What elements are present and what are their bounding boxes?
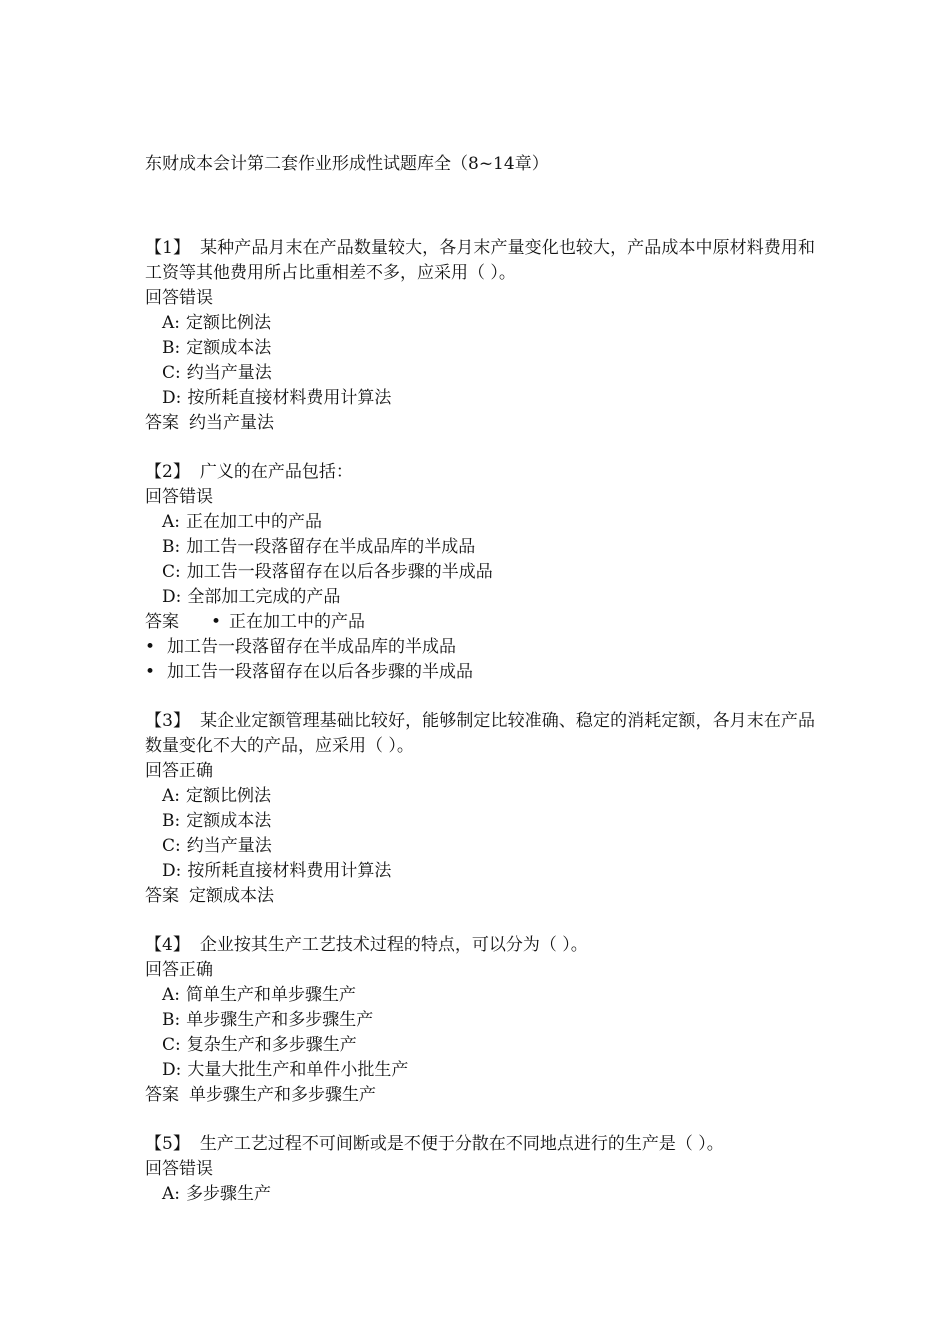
option-letter: D: — [162, 861, 182, 881]
option-a — [145, 510, 815, 535]
option-text: 大量大批生产和单件小批生产 — [187, 1060, 409, 1080]
answer-line — [145, 610, 815, 635]
option-text: 加工告一段落留存在以后各步骤的半成品 — [186, 562, 493, 582]
option-letter: C: — [162, 363, 181, 383]
option-text: 定额比例法 — [186, 786, 272, 806]
question-stem: 广义的在产品包括： — [199, 462, 353, 482]
question-item — [145, 460, 815, 685]
question-number: 【5】 — [145, 1134, 190, 1154]
option-c — [145, 1033, 815, 1058]
question-number: 【4】 — [145, 935, 190, 955]
answer-line — [145, 1083, 815, 1108]
option-d — [145, 386, 815, 411]
question-number: 【2】 — [145, 462, 190, 482]
question-number: 【3】 — [145, 711, 191, 731]
answer-label: 答案 — [145, 612, 179, 632]
option-text: 约当产量法 — [186, 363, 272, 383]
answer-label: 答案 — [145, 886, 179, 906]
answer-value: 定额成本法 — [189, 886, 274, 906]
answer-value: 正在加工中的产品 — [229, 612, 366, 632]
answer-line — [145, 411, 815, 436]
question-item — [145, 709, 815, 909]
answer-status: 回答正确 — [145, 761, 213, 781]
answer-line — [145, 660, 815, 685]
question-number: 【1】 — [145, 238, 191, 258]
answer-value: 加工告一段落留存在以后各步骤的半成品 — [167, 662, 473, 682]
option-text: 多步骤生产 — [186, 1184, 272, 1204]
option-list — [145, 510, 815, 610]
option-letter: B: — [162, 1010, 181, 1030]
option-text: 正在加工中的产品 — [186, 512, 323, 532]
answer-status: 回答错误 — [145, 487, 213, 507]
question-stem: 某种产品月末在产品数量较大，各月末产量变化也较大，产品成本中原材料费用和工资等其他费用所占比重相差不多，应采用（ ）。 — [145, 238, 815, 283]
option-letter: D: — [162, 388, 182, 408]
option-letter: D: — [162, 1060, 182, 1080]
option-list — [145, 784, 815, 884]
bullet-icon: • — [145, 662, 156, 682]
option-a — [145, 311, 815, 336]
question-stem: 某企业定额管理基础比较好，能够制定比较准确、稳定的消耗定额，各月末在产品数量变化不大的产品，应采用（ ）。 — [145, 711, 815, 756]
option-c — [145, 560, 815, 585]
answer-status: 回答错误 — [145, 288, 213, 308]
question-item — [145, 1132, 815, 1207]
option-text: 加工告一段落留存在半成品库的半成品 — [186, 537, 476, 557]
option-text: 单步骤生产和多步骤生产 — [186, 1010, 374, 1030]
document-page — [145, 150, 815, 1231]
option-letter: B: — [162, 338, 181, 358]
option-c — [145, 834, 815, 859]
option-b — [145, 809, 815, 834]
answer-status: 回答正确 — [145, 960, 213, 980]
question-item — [145, 933, 815, 1108]
option-letter: A: — [162, 512, 181, 532]
document-title: 东财成本会计第二套作业形成性试题库全（8~14章） — [145, 154, 549, 174]
answer-label: 答案 — [145, 413, 179, 433]
answer-block — [145, 610, 815, 685]
question-text — [145, 236, 815, 286]
option-text: 按所耗直接材料费用计算法 — [187, 861, 392, 881]
option-d — [145, 859, 815, 884]
option-a — [145, 1182, 815, 1207]
question-text — [145, 709, 815, 759]
option-letter: C: — [162, 562, 181, 582]
option-letter: A: — [162, 1184, 181, 1204]
option-b — [145, 336, 815, 361]
option-d — [145, 585, 815, 610]
option-text: 简单生产和单步骤生产 — [186, 985, 357, 1005]
bullet-icon: • — [211, 612, 222, 632]
option-letter: A: — [162, 313, 181, 333]
option-c — [145, 361, 815, 386]
option-letter: D: — [162, 587, 182, 607]
option-list — [145, 983, 815, 1083]
option-letter: A: — [162, 786, 181, 806]
option-a — [145, 983, 815, 1008]
question-stem: 企业按其生产工艺技术过程的特点，可以分为（ ）。 — [199, 935, 588, 955]
option-text: 约当产量法 — [186, 836, 272, 856]
question-text — [145, 1132, 815, 1157]
option-a — [145, 784, 815, 809]
question-item — [145, 236, 815, 436]
option-text: 定额比例法 — [186, 313, 272, 333]
option-d — [145, 1058, 815, 1083]
option-text: 定额成本法 — [186, 338, 272, 358]
answer-value: 加工告一段落留存在半成品库的半成品 — [167, 637, 456, 657]
question-text — [145, 933, 815, 958]
option-letter: C: — [162, 836, 181, 856]
option-letter: C: — [162, 1035, 181, 1055]
answer-label: 答案 — [145, 1085, 179, 1105]
answer-line — [145, 884, 815, 909]
option-letter: B: — [162, 537, 181, 557]
question-stem: 生产工艺过程不可间断或是不便于分散在不同地点进行的生产是（ ）。 — [199, 1134, 724, 1154]
option-letter: A: — [162, 985, 181, 1005]
option-list — [145, 311, 815, 411]
bullet-icon: • — [145, 637, 156, 657]
answer-line — [145, 635, 815, 660]
option-b — [145, 1008, 815, 1033]
option-text: 定额成本法 — [186, 811, 272, 831]
answer-value: 约当产量法 — [189, 413, 274, 433]
option-text: 按所耗直接材料费用计算法 — [187, 388, 392, 408]
option-text: 全部加工完成的产品 — [187, 587, 341, 607]
question-text — [145, 460, 815, 485]
option-b — [145, 535, 815, 560]
answer-value: 单步骤生产和多步骤生产 — [189, 1085, 376, 1105]
option-letter: B: — [162, 811, 181, 831]
option-list — [145, 1182, 815, 1207]
option-text: 复杂生产和多步骤生产 — [186, 1035, 357, 1055]
answer-status: 回答错误 — [145, 1159, 213, 1179]
